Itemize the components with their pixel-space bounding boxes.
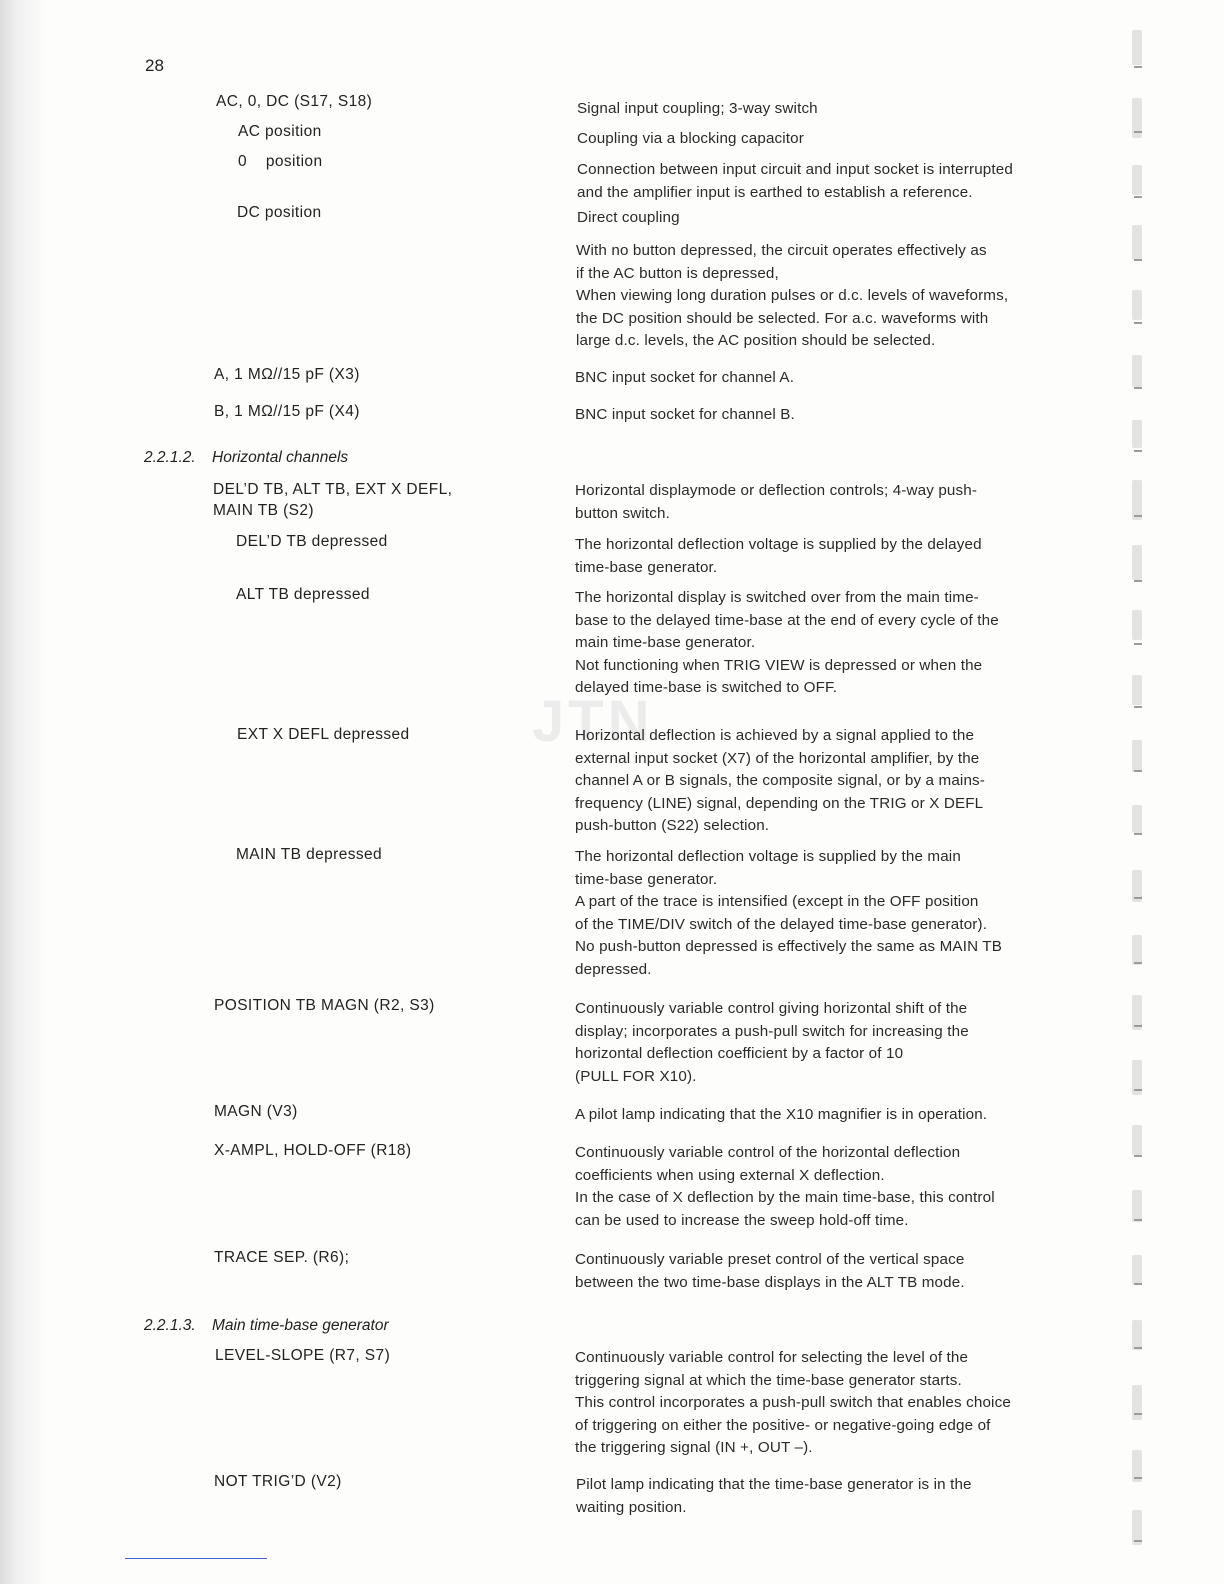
section-number: 2.2.1.3. bbox=[144, 1317, 196, 1334]
label-x-ampl: X-AMPL, HOLD-OFF (R18) bbox=[214, 1142, 412, 1159]
label-ac-position: AC position bbox=[238, 123, 322, 140]
desc-level-slope: Continuously variable control for selecting the level of the triggering signal at which the time-base generator starts. This control incorporates a push-pull switch that enables choice of triggering on either the positive- or negative-going edge of the triggering signal (IN +, OUT –). bbox=[575, 1349, 1011, 1457]
desc-input-a: BNC input socket for channel A. bbox=[575, 369, 795, 386]
section-title: Main time-base generator bbox=[212, 1317, 389, 1334]
label-s2-line-1: DEL’D TB, ALT TB, EXT X DEFL, bbox=[213, 481, 453, 498]
desc-ac-position: Coupling via a blocking capacitor bbox=[577, 130, 804, 147]
desc-deld-tb: The horizontal deflection voltage is supplied by the delayed time-base generator. bbox=[575, 536, 982, 576]
desc-main-tb: The horizontal deflection voltage is supplied by the main time-base generator. A part of the trace is intensified (except in the OFF position of the TIME/DIV switch of the delayed time-base generator). No push-button depressed is effectively the same as MAIN TB depressed. bbox=[575, 848, 1002, 978]
desc-s2: Horizontal displaymode or deflection controls; 4-way push- button switch. bbox=[575, 482, 978, 522]
label-ac-0-dc: AC, 0, DC (S17, S18) bbox=[216, 93, 373, 110]
label-magn: MAGN (V3) bbox=[214, 1103, 298, 1120]
label-input-b: B, 1 MΩ//15 pF (X4) bbox=[214, 403, 360, 420]
label-level-slope: LEVEL-SLOPE (R7, S7) bbox=[215, 1347, 391, 1364]
desc-dc-position: Direct coupling bbox=[577, 209, 680, 226]
label-trace-sep: TRACE SEP. (R6); bbox=[214, 1249, 350, 1266]
label-deld-tb: DEL’D TB depressed bbox=[236, 533, 388, 550]
label-input-a: A, 1 MΩ//15 pF (X3) bbox=[214, 366, 360, 383]
desc-trace-sep: Continuously variable preset control of the vertical space between the two time-base displays in the ALT TB mode. bbox=[575, 1251, 965, 1291]
page-left-edge-shadow bbox=[0, 0, 46, 1584]
section-number: 2.2.1.2. bbox=[144, 449, 196, 466]
desc-magn: A pilot lamp indicating that the X10 magnifier is in operation. bbox=[575, 1106, 988, 1123]
desc-ext-x-defl: Horizontal deflection is achieved by a signal applied to the external input socket (X7) of the horizontal amplifier, by the channel A or B signals, the composite signal, or by a mains- frequency (LINE) signal, depending on the TRIG or X DEFL push-button (S22) selection. bbox=[575, 727, 985, 835]
page-right-edge-strip bbox=[1118, 0, 1168, 1584]
desc-x-ampl: Continuously variable control of the horizontal deflection coefficients when using external X deflection. In the case of X deflection by the main time-base, this control can be used to increase the sweep hold-off time. bbox=[575, 1144, 995, 1229]
desc-not-trigd: Pilot lamp indicating that the time-base generator is in the waiting position. bbox=[576, 1476, 972, 1516]
footnote-rule bbox=[125, 1558, 267, 1559]
section-main-time-base bbox=[144, 1317, 389, 1335]
label-ext-x-defl: EXT X DEFL depressed bbox=[237, 726, 410, 743]
section-title: Horizontal channels bbox=[212, 449, 349, 466]
desc-zero-position: Connection between input circuit and input socket is interrupted and the amplifier input is earthed to establish a reference. bbox=[577, 161, 1013, 201]
desc-position-tb-magn: Continuously variable control giving horizontal shift of the display; incorporates a push-pull switch for increasing the horizontal deflection coefficient by a factor of 10 (PULL FOR X10). bbox=[575, 1000, 969, 1085]
label-dc-position: DC position bbox=[237, 204, 322, 221]
desc-input-b: BNC input socket for channel B. bbox=[575, 406, 795, 423]
desc-ac-0-dc: Signal input coupling; 3-way switch bbox=[577, 100, 818, 117]
desc-alt-tb: The horizontal display is switched over from the main time- base to the delayed time-base at the end of every cycle of the main time-base generator. Not functioning when TRIG VIEW is depressed or when the delayed time-base is switched to OFF. bbox=[575, 589, 999, 697]
label-not-trigd: NOT TRIG’D (V2) bbox=[214, 1473, 342, 1490]
label-main-tb: MAIN TB depressed bbox=[236, 846, 383, 863]
watermark: JTN bbox=[532, 689, 654, 754]
desc-no-button: With no button depressed, the circuit operates effectively as if the AC button is depressed, When viewing long duration pulses or d.c. levels of waveforms, the DC position should be selected. For a.c. waveforms with large d.c. levels, the AC position should be selected. bbox=[576, 242, 1009, 350]
label-alt-tb: ALT TB depressed bbox=[236, 586, 370, 603]
label-s2-line-2: MAIN TB (S2) bbox=[213, 502, 314, 519]
section-horizontal-channels bbox=[144, 449, 348, 467]
page-number: 28 bbox=[145, 56, 164, 75]
label-position-tb-magn: POSITION TB MAGN (R2, S3) bbox=[214, 997, 435, 1014]
label-zero-position: 0 position bbox=[238, 153, 323, 170]
